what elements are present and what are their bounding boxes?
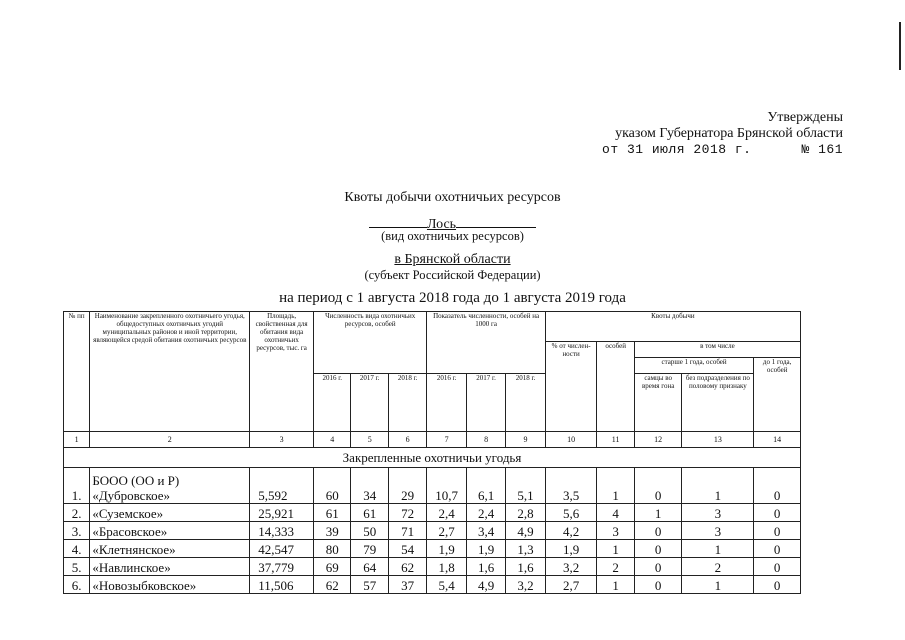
header-no: № пп [64, 312, 90, 432]
quota-no-sex-split: 1 [682, 576, 754, 594]
count-2016: 61 [314, 504, 351, 522]
section-title: Закрепленные охотничьи угодья [64, 448, 801, 468]
row-number: 6. [64, 576, 90, 594]
header-density-2016: 2016 г. [427, 374, 466, 432]
row-number: 3. [64, 522, 90, 540]
density-2016: 5,4 [427, 576, 466, 594]
count-2017: 64 [351, 558, 388, 576]
table-row [64, 576, 801, 594]
count-2017: 50 [351, 522, 388, 540]
approval-line-decree: указом Губернатора Брянской области [615, 126, 843, 141]
count-2016: 62 [314, 576, 351, 594]
table-row [64, 504, 801, 522]
quota-individuals: 1 [597, 468, 634, 504]
column-number: 12 [634, 432, 682, 448]
header-no-sex-split: без подразделения по половому признаку [682, 374, 754, 432]
column-number: 1 [64, 432, 90, 448]
header-quota: Квоты добычи [545, 312, 800, 342]
density-2016: 2,4 [427, 504, 466, 522]
quota-males: 0 [634, 558, 682, 576]
density-2018: 1,3 [506, 540, 545, 558]
count-2016: 69 [314, 558, 351, 576]
hunting-ground-title: «Дубровское» [92, 488, 171, 503]
quota-males: 0 [634, 522, 682, 540]
column-number: 3 [250, 432, 314, 448]
quota-individuals: 2 [597, 558, 634, 576]
column-number: 13 [682, 432, 754, 448]
quota-no-sex-split: 1 [682, 468, 754, 504]
header-area: Площадь, свойственная для обитания вида охотничьих ресурсов, тыс. га [250, 312, 314, 432]
quota-percent: 3,2 [545, 558, 597, 576]
species-name: Лось [426, 217, 457, 232]
quota-under-one: 0 [754, 504, 801, 522]
quota-under-one: 0 [754, 576, 801, 594]
quota-percent: 3,5 [545, 468, 597, 504]
column-number: 7 [427, 432, 466, 448]
quota-males: 0 [634, 540, 682, 558]
density-2017: 6,1 [466, 468, 505, 504]
approval-date: от 31 июля 2018 г. [602, 142, 752, 157]
area-value: 25,921 [250, 504, 314, 522]
density-2018: 3,2 [506, 576, 545, 594]
density-2018: 1,6 [506, 558, 545, 576]
count-2017: 57 [351, 576, 388, 594]
count-2018: 71 [388, 522, 426, 540]
count-2018: 62 [388, 558, 426, 576]
density-2017: 3,4 [466, 522, 505, 540]
quota-no-sex-split: 2 [682, 558, 754, 576]
quota-no-sex-split: 3 [682, 522, 754, 540]
quota-males: 1 [634, 504, 682, 522]
header-percent: % от числен-ности [545, 342, 597, 432]
count-2017: 79 [351, 540, 388, 558]
hunting-ground-name: «Брасовское» [90, 522, 250, 540]
header-density-2018: 2018 г. [506, 374, 545, 432]
area-value: 37,779 [250, 558, 314, 576]
hunting-ground-name [90, 468, 250, 504]
hunting-ground-owner: БООО (ОО и Р) [92, 473, 180, 488]
quota-under-one: 0 [754, 522, 801, 540]
region-line [0, 252, 905, 268]
column-number: 10 [545, 432, 597, 448]
quota-males: 0 [634, 576, 682, 594]
count-2018: 54 [388, 540, 426, 558]
header-density: Показатель численности, особей на 1000 га [427, 312, 545, 374]
quota-under-one: 0 [754, 468, 801, 504]
region-caption: (субъект Российской Федерации) [364, 268, 541, 282]
count-2018: 29 [388, 468, 426, 504]
density-2017: 4,9 [466, 576, 505, 594]
document-title: Квоты добычи охотничьих ресурсов [344, 190, 561, 205]
region-prefix: в [394, 252, 402, 267]
region-name: Брянской области [404, 252, 511, 267]
quota-under-one: 0 [754, 558, 801, 576]
density-2016: 10,7 [427, 468, 466, 504]
table-row [64, 522, 801, 540]
header-count-2017: 2017 г. [351, 374, 388, 432]
density-2018: 4,9 [506, 522, 545, 540]
header-density-2017: 2017 г. [466, 374, 505, 432]
header-name: Наименование закрепленного охотничьего угодья, общедоступных охотничьих угодий муниципальных районов и иной территории, являющейся средой обитания охотничьих ресурсов [90, 312, 250, 432]
count-2016: 60 [314, 468, 351, 504]
header-including: в том числе [634, 342, 800, 358]
quota-males: 0 [634, 468, 682, 504]
hunting-ground-name: «Суземское» [90, 504, 250, 522]
area-value: 5,592 [250, 468, 314, 504]
density-2017: 1,9 [466, 540, 505, 558]
page-edge-mark [899, 22, 901, 70]
column-number: 11 [597, 432, 634, 448]
quota-no-sex-split: 3 [682, 504, 754, 522]
row-number: 2. [64, 504, 90, 522]
column-number: 14 [754, 432, 801, 448]
header-males: самцы во время гона [634, 374, 682, 432]
approval-block [602, 110, 843, 158]
species-caption: (вид охотничьих ресурсов) [381, 229, 524, 243]
density-2016: 1,9 [427, 540, 466, 558]
hunting-ground-name: «Навлинское» [90, 558, 250, 576]
density-2016: 1,8 [427, 558, 466, 576]
density-2016: 2,7 [427, 522, 466, 540]
quota-individuals: 1 [597, 576, 634, 594]
count-2017: 61 [351, 504, 388, 522]
quota-individuals: 4 [597, 504, 634, 522]
period-line: на период с 1 августа 2018 года до 1 августа 2019 года [279, 290, 626, 306]
area-value: 14,333 [250, 522, 314, 540]
approval-date-line [602, 142, 843, 158]
row-number: 4. [64, 540, 90, 558]
approval-line-approved: Утверждены [767, 110, 843, 125]
header-count-2016: 2016 г. [314, 374, 351, 432]
row-number: 5. [64, 558, 90, 576]
header-count-2018: 2018 г. [388, 374, 426, 432]
quota-percent: 4,2 [545, 522, 597, 540]
header-older: старше 1 года, особей [634, 358, 753, 374]
column-number: 4 [314, 432, 351, 448]
header-under-one: до 1 года, особей [754, 358, 801, 432]
count-2018: 37 [388, 576, 426, 594]
count-2017: 34 [351, 468, 388, 504]
column-number: 9 [506, 432, 545, 448]
quota-percent: 5,6 [545, 504, 597, 522]
column-number-row [64, 432, 801, 448]
header-count: Численность вида охотничьих ресурсов, особей [314, 312, 427, 374]
count-2016: 39 [314, 522, 351, 540]
column-number: 5 [351, 432, 388, 448]
column-number: 6 [388, 432, 426, 448]
table-row [64, 540, 801, 558]
quota-table [63, 311, 801, 594]
count-2018: 72 [388, 504, 426, 522]
area-value: 11,506 [250, 576, 314, 594]
density-2017: 2,4 [466, 504, 505, 522]
density-2017: 1,6 [466, 558, 505, 576]
quota-no-sex-split: 1 [682, 540, 754, 558]
table-row [64, 558, 801, 576]
hunting-ground-name: «Новозыбковское» [90, 576, 250, 594]
header-individuals: особей [597, 342, 634, 432]
row-number: 1. [64, 468, 90, 504]
quota-under-one: 0 [754, 540, 801, 558]
count-2016: 80 [314, 540, 351, 558]
quota-percent: 2,7 [545, 576, 597, 594]
quota-percent: 1,9 [545, 540, 597, 558]
column-number: 2 [90, 432, 250, 448]
approval-number: № 161 [801, 142, 843, 157]
quota-individuals: 3 [597, 522, 634, 540]
table-row [64, 468, 801, 504]
column-number: 8 [466, 432, 505, 448]
density-2018: 5,1 [506, 468, 545, 504]
density-2018: 2,8 [506, 504, 545, 522]
hunting-ground-name: «Клетнянское» [90, 540, 250, 558]
quota-individuals: 1 [597, 540, 634, 558]
area-value: 42,547 [250, 540, 314, 558]
